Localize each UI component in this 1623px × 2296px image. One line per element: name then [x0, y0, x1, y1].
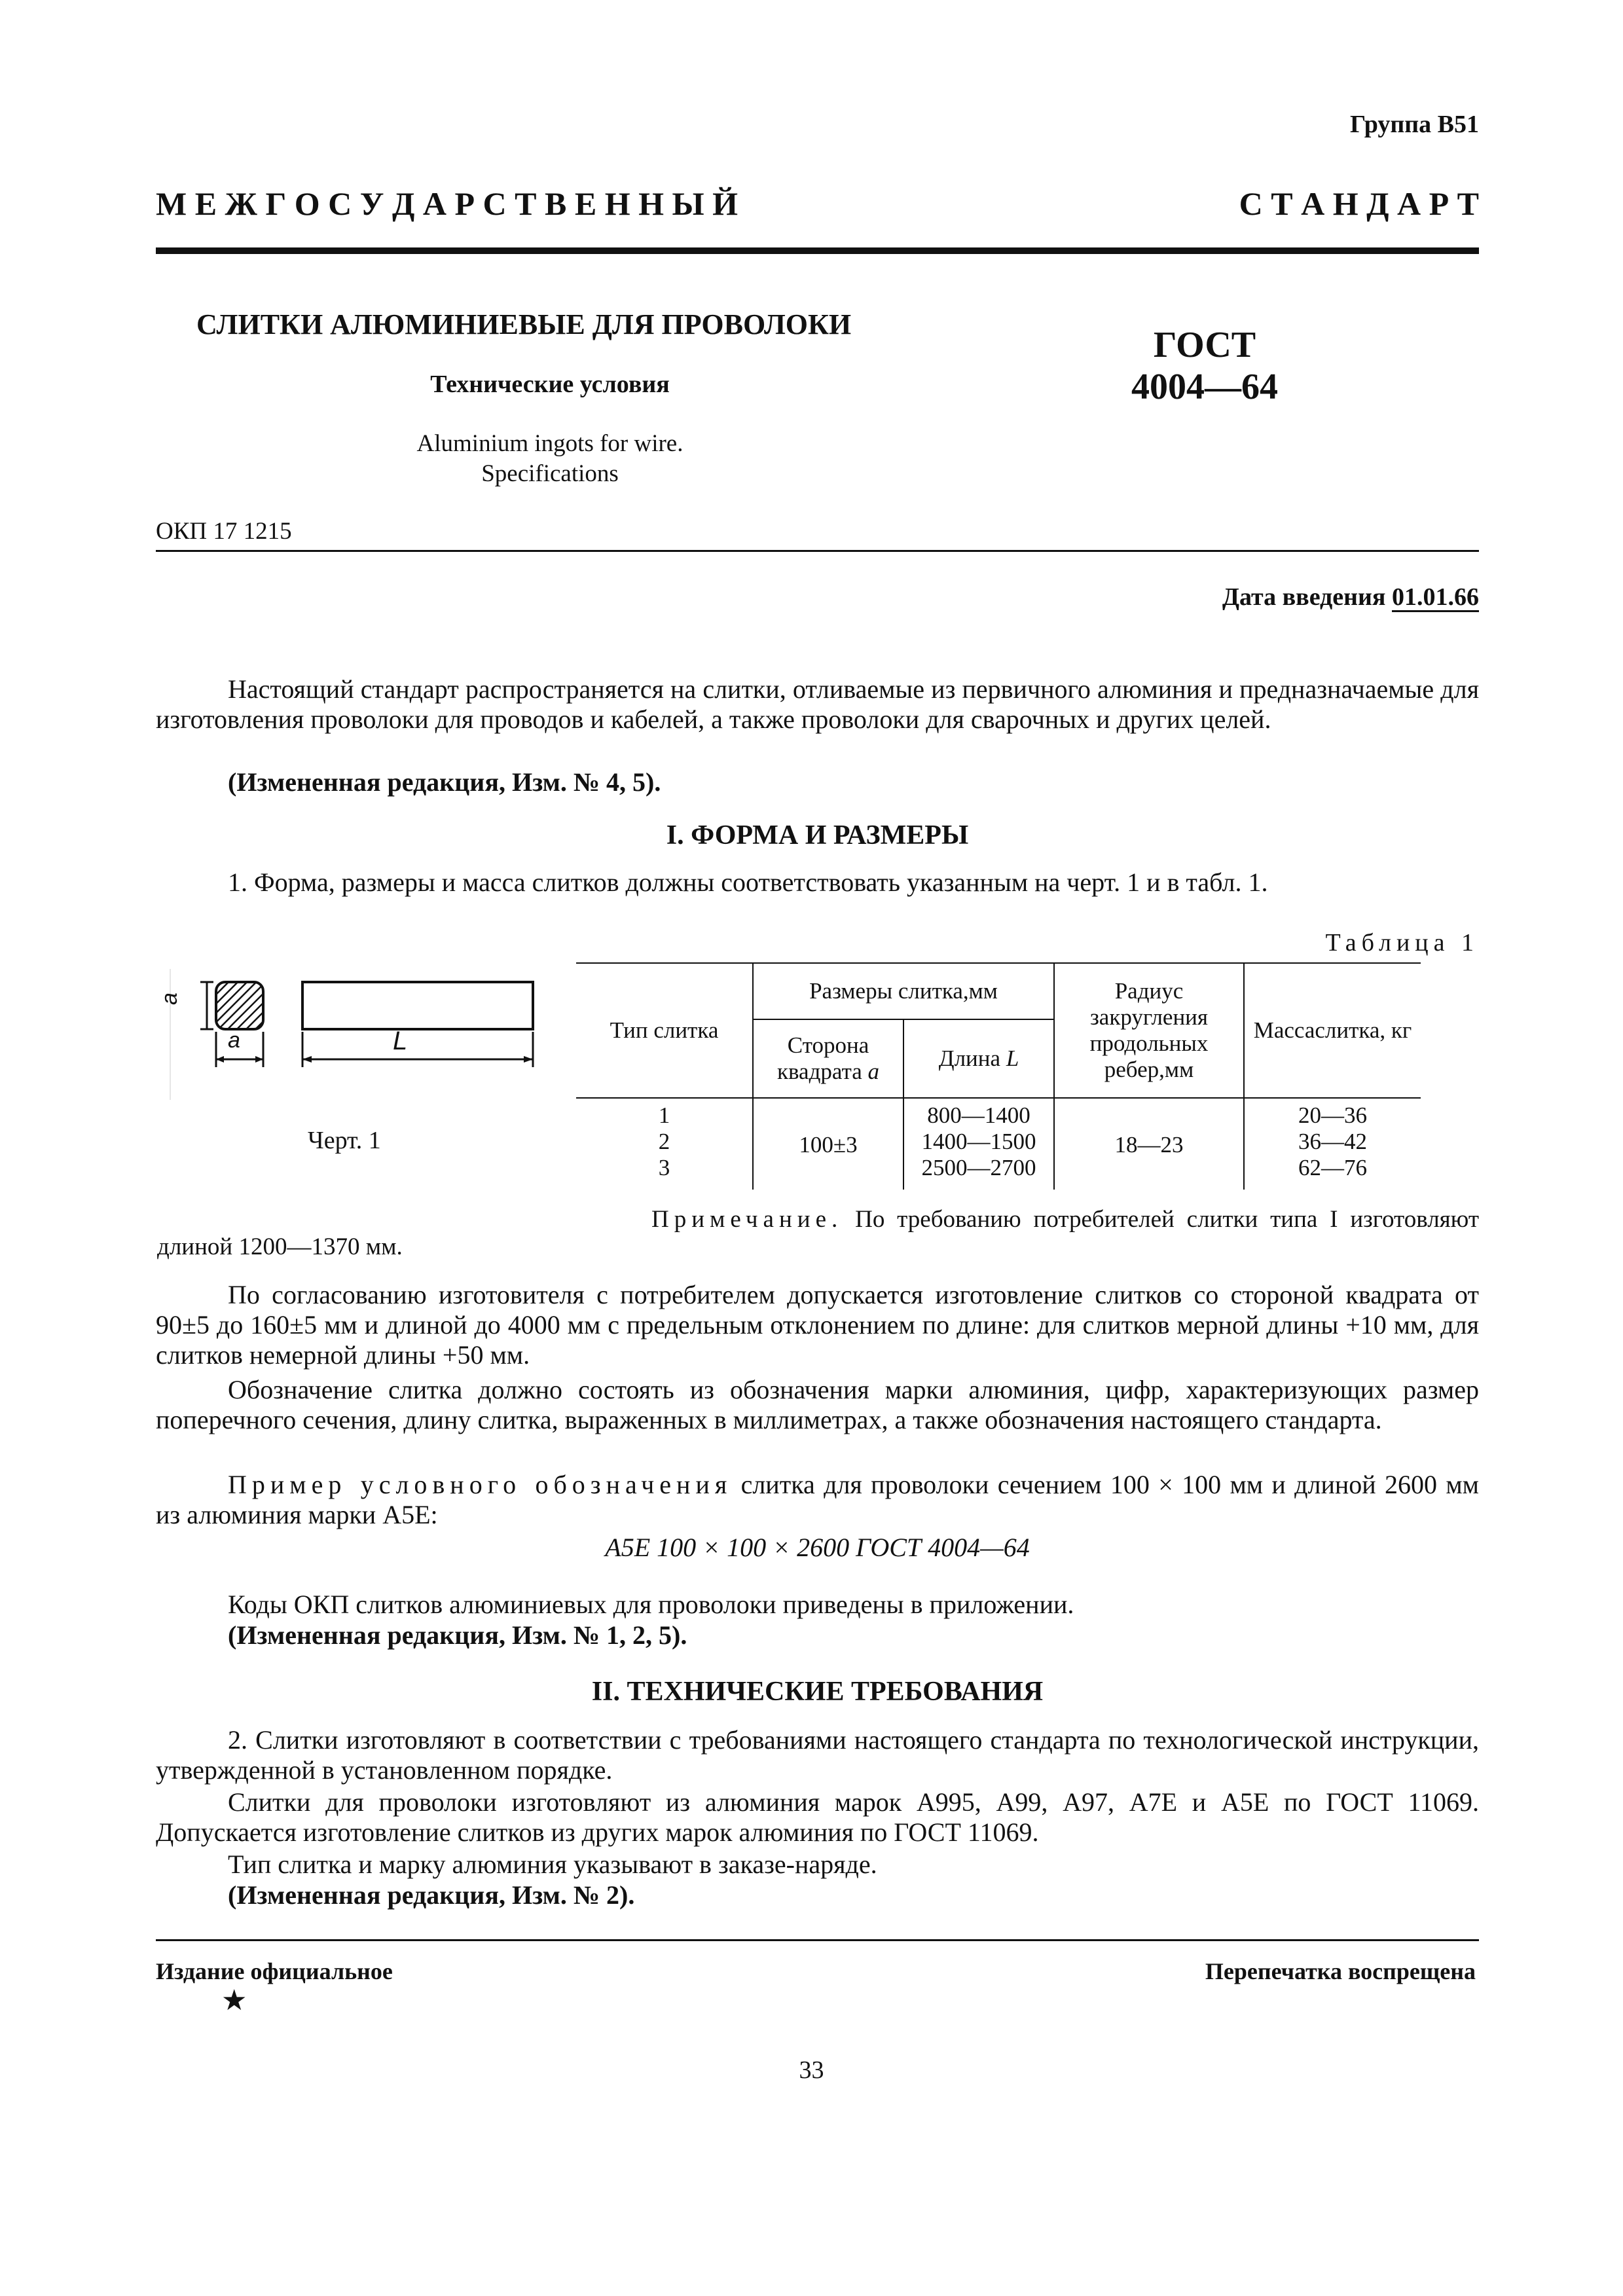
th-length: Длина L [903, 1019, 1054, 1098]
paragraph-3: Обозначение слитка должно состоять из обозначения марки алюминия, цифр, характеризующих размер поперечного сечения, длину слитка, выраженных в миллиметрах, а также обозначения настоящего стандарта. [156, 1375, 1479, 1434]
date-label: Дата введения [1222, 583, 1386, 611]
footer-official-edition: Издание официальное [156, 1958, 393, 1984]
mass-3: 62—76 [1298, 1155, 1367, 1180]
example-formula: А5Е 100 × 100 × 2600 ГОСТ 4004—64 [605, 1533, 1030, 1562]
section-1-title: I. ФОРМА И РАЗМЕРЫ [666, 820, 969, 850]
group-code: Группа В51 [1349, 111, 1479, 138]
intro-paragraph: Настоящий стандарт распространяется на слитки, отливаемые из первичного алюминия и предназначаемые для изготовления проволоки для проводов и кабелей, а также проволоки для сварочных и других целей. [156, 674, 1479, 734]
star-icon: ★ [221, 1984, 247, 2016]
header-word-2: С Т А Н Д А Р Т [1239, 185, 1479, 222]
th-type: Тип слитка [576, 963, 753, 1098]
paragraph-5: 2. Слитки изготовляют в соответствии с требованиями настоящего стандарта по технологической инструкции, утвержденной в установленном порядке. [156, 1725, 1479, 1785]
gost-number [1087, 324, 1322, 408]
paragraph-1: 1. Форма, размеры и масса слитков должны соответствовать указанным на черт. 1 и в табл. 1. [228, 867, 1268, 897]
length-2: 1400—1500 [921, 1129, 1036, 1154]
drawing-label-a: a [228, 1028, 240, 1053]
intro-change-note: (Измененная редакция, Изм. № 4, 5). [228, 767, 661, 797]
th-mass: Массаслитка, кг [1244, 963, 1421, 1098]
cell-side: 100±3 [753, 1098, 903, 1190]
okp-code: ОКП 17 1215 [156, 518, 292, 545]
paragraph-2: По согласованию изготовителя с потребителем допускается изготовление слитков со стороной квадрата от 90±5 до 160±5 мм и длиной до 4000 мм с предельным отклонением по длине: для слитков мерной длины +10 мм, для слитков немерной длины +50 мм. [156, 1280, 1479, 1370]
example-text: слитка для проволоки сечением 100 × 100 мм и длиной 2600 мм из алюминия марки А5Е: [156, 1470, 1479, 1529]
english-title-line-1: Aluminium ingots for wire. [416, 430, 684, 457]
introduction-date [1222, 583, 1479, 611]
length-1: 800—1400 [927, 1102, 1030, 1128]
table-note [157, 1206, 1479, 1261]
english-title-line-2: Specifications [481, 460, 619, 487]
document-subtitle: Технические условия [430, 371, 670, 398]
ingot-side-view [302, 982, 533, 1029]
cell-masses [1244, 1098, 1421, 1190]
th-length-var: L [1006, 1046, 1019, 1071]
document-title: СЛИТКИ АЛЮМИНИЕВЫЕ ДЛЯ ПРОВОЛОКИ [196, 308, 852, 340]
table-label: Таблица 1 [1325, 929, 1479, 957]
cross-section-square [216, 982, 263, 1029]
length-3: 2500—2700 [921, 1155, 1036, 1180]
paragraph-4-change: (Измененная редакция, Изм. № 1, 2, 5). [228, 1620, 687, 1650]
drawing-label-a-vertical: a [156, 993, 182, 1005]
table-1 [576, 962, 1421, 1190]
header-word-1: М Е Ж Г О С У Д А Р С Т В Е Н Н Ы Й [156, 185, 738, 222]
paragraph-6: Слитки для проволоки изготовляют из алюминия марок А995, А99, А97, А7Е и А5Е по ГОСТ 11069. Допускается изготовление слитков из других марок алюминия по ГОСТ 11069. [156, 1787, 1479, 1847]
example-paragraph [156, 1470, 1479, 1530]
okp-rule [156, 550, 1479, 552]
header-interstate-standard [156, 185, 1479, 223]
example-label: Пример условного обозначения [228, 1470, 733, 1499]
type-3: 3 [658, 1155, 670, 1180]
cell-lengths [903, 1098, 1054, 1190]
mass-2: 36—42 [1298, 1129, 1367, 1154]
header-rule [156, 247, 1479, 254]
th-sizes: Размеры слитка,мм [753, 963, 1054, 1019]
note-text: По требованию потребителей слитки типа I изготовляют длиной 1200—1370 мм. [157, 1206, 1479, 1260]
th-radius: Радиус закругления продольных ребер,мм [1054, 963, 1244, 1098]
date-value: 01.01.66 [1392, 583, 1479, 611]
footer-reprint-prohibited: Перепечатка воспрещена [1205, 1958, 1476, 1984]
english-title [196, 429, 903, 489]
ingot-drawing [157, 969, 550, 1152]
gost-code: 4004—64 [1131, 367, 1278, 407]
cell-radius: 18—23 [1054, 1098, 1244, 1190]
section-2-title: II. ТЕХНИЧЕСКИЕ ТРЕБОВАНИЯ [591, 1677, 1044, 1707]
drawing-caption: Черт. 1 [308, 1127, 381, 1154]
type-1: 1 [658, 1102, 670, 1128]
paragraph-7: Тип слитка и марку алюминия указывают в заказе-наряде. [228, 1850, 877, 1879]
note-label: Примечание. [651, 1206, 843, 1233]
gost-label: ГОСТ [1153, 325, 1256, 365]
paragraph-7-change: (Измененная редакция, Изм. № 2). [228, 1880, 635, 1910]
type-2: 2 [658, 1129, 670, 1154]
footer-rule [156, 1939, 1479, 1941]
drawing-label-L: L [393, 1027, 408, 1055]
cell-types [576, 1098, 753, 1190]
page-number: 33 [799, 2056, 824, 2084]
mass-1: 20—36 [1298, 1102, 1367, 1128]
paragraph-4: Коды ОКП слитков алюминиевых для проволоки приведены в приложении. [228, 1590, 1074, 1619]
th-side: Сторона квадрата a [753, 1019, 903, 1098]
th-side-var: a [867, 1059, 880, 1084]
